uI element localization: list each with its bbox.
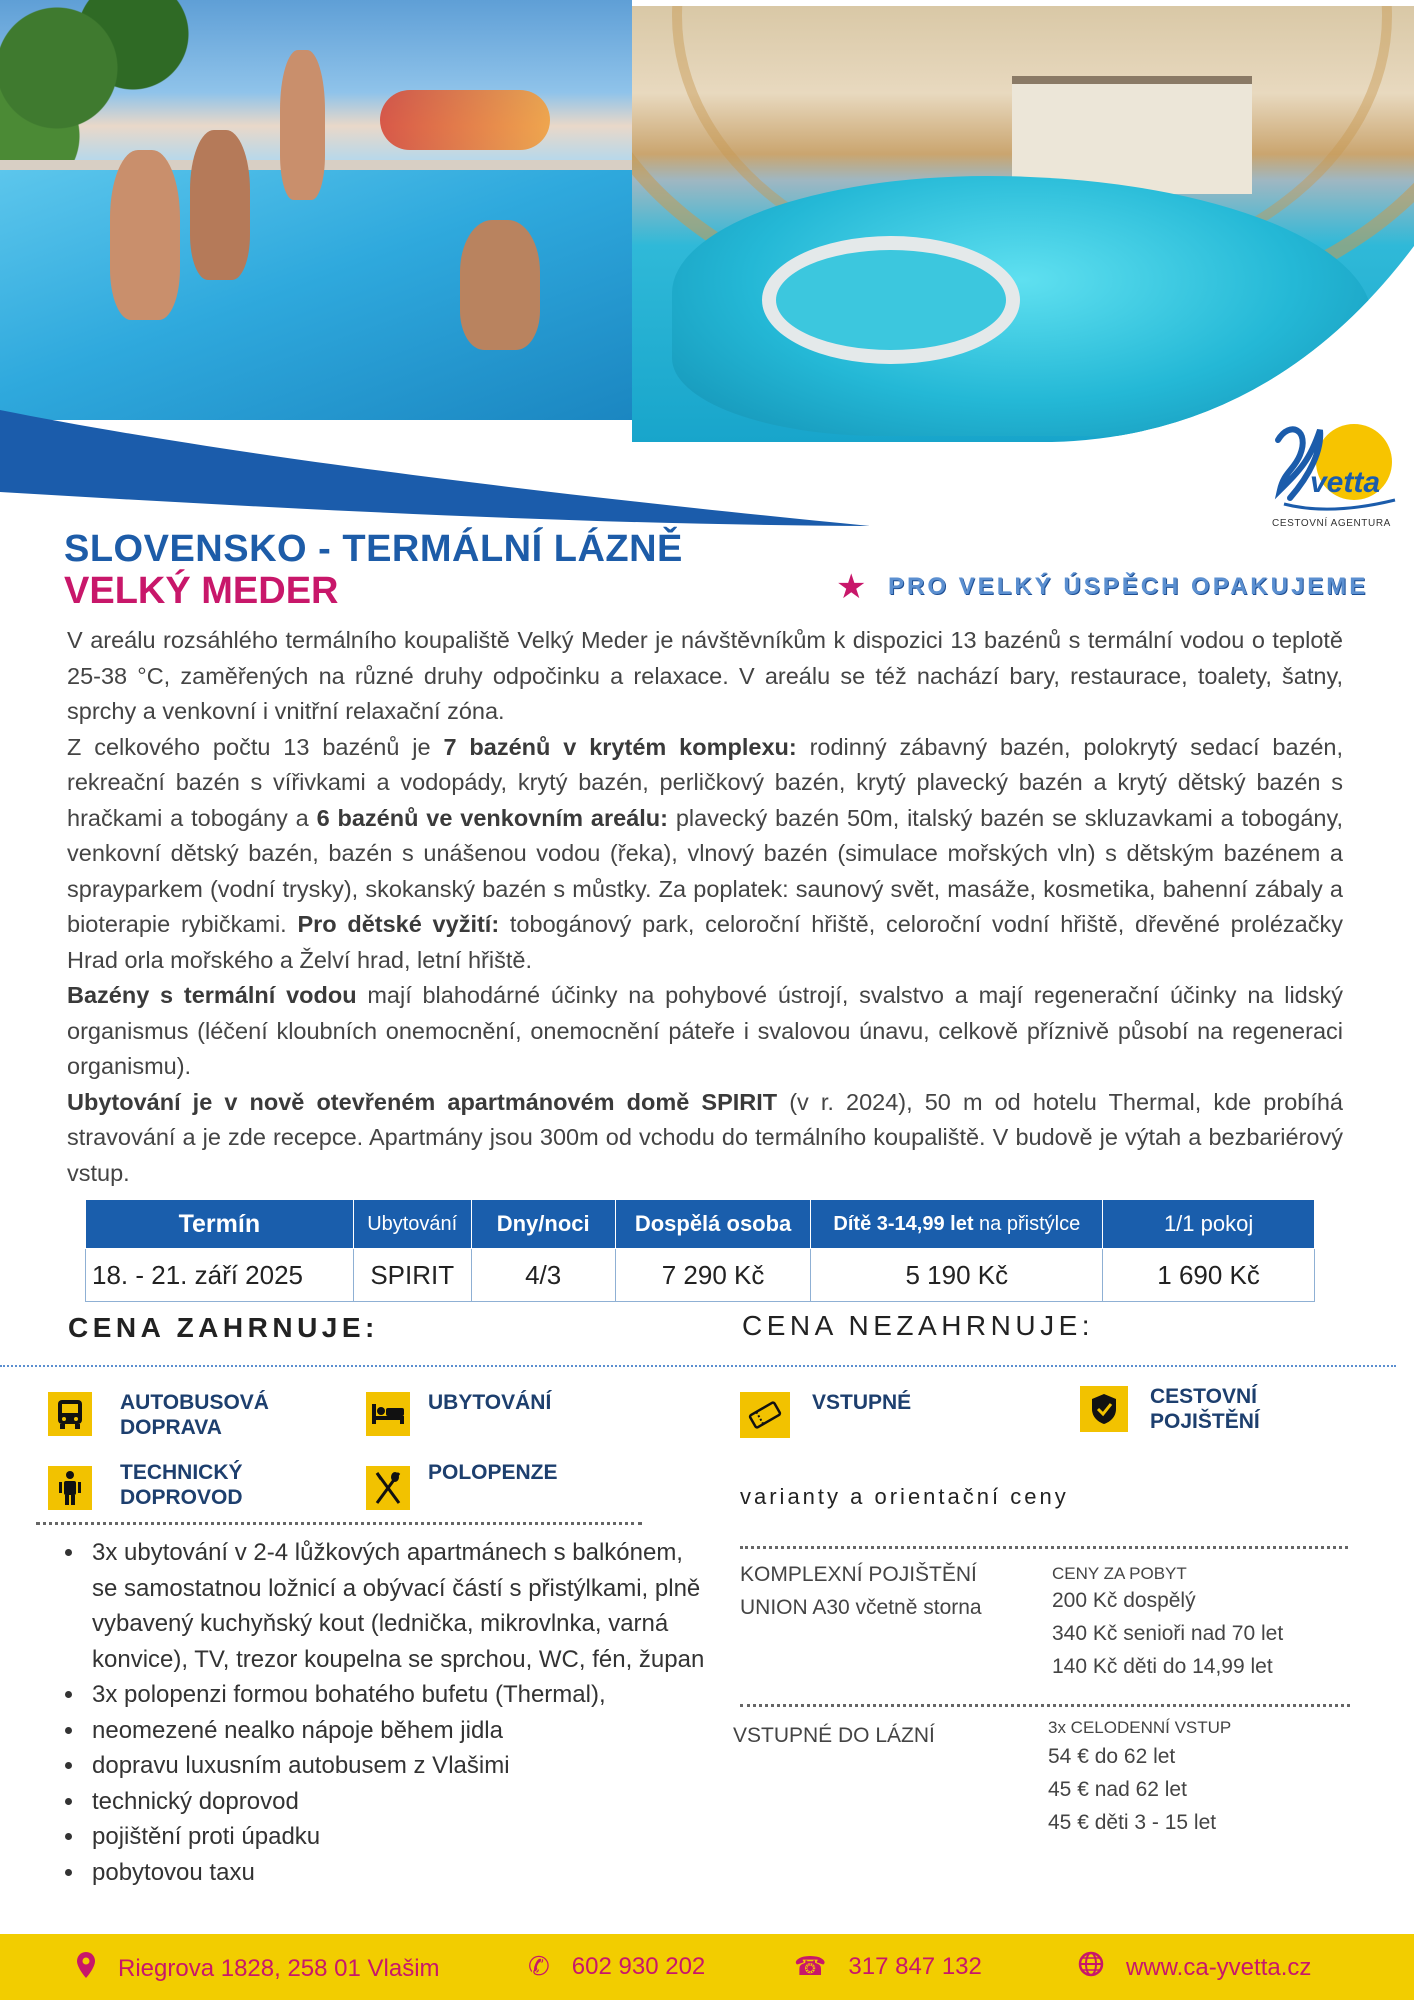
includes-heading: CENA ZAHRNUJE:: [68, 1312, 379, 1343]
water-slide: [380, 90, 550, 150]
col-accommodation: Ubytování: [353, 1200, 471, 1249]
ticket-icon: [740, 1392, 790, 1438]
insurance-prices-title: CENY ZA POBYT: [1052, 1564, 1187, 1583]
table-row: [86, 1249, 1315, 1302]
cell-adult: 7 290 Kč: [615, 1249, 811, 1302]
repeat-badge: [836, 570, 1368, 604]
divider: [740, 1704, 1350, 1707]
guide-icon: [48, 1466, 92, 1510]
bus-icon: [48, 1392, 92, 1436]
list-item: 45 € děti 3 - 15 let: [1048, 1811, 1217, 1834]
pools-paragraph: Z celkového počtu 13 bazénů je 7 bazénů v krytém komplexu: rodinný zábavný bazén, polokrytý sedací bazén, rekreační bazén s vířivkami a vodopády, krytý bazén, perličkový bazén, krytý plavecký bazén a krytý dětský bazén s hračkami a tobogány a 6 bazénů ve venkovním areálu: plavecký bazén 50m, italský bazén se skluzavkami a tobogány, venkovní dětský bazén, bazén s unášenou vodou (řeka), vlnový bazén (simulace mořských vln) s dětským bazénem a sprayparkem (vodní trysky), skokanský bazén s můstky. Za poplatek: saunový svět, masáže, kosmetika, bahenní zábaly a bioterapie rybičkami. Pro dětské vyžití: tobogánový park, celoroční hřiště, celoroční vodní hřiště, dřevěné prolézačky Hrad orla mořského a Želví hrad, letní hřiště.: [67, 733, 1344, 973]
logo-subtitle: CESTOVNÍ AGENTURA: [1272, 518, 1391, 529]
excludes-heading: CENA NEZAHRNUJE:: [742, 1310, 1095, 1341]
price-table: [85, 1199, 1315, 1302]
phone-call-icon: ✆: [528, 1951, 550, 1981]
trees: [0, 0, 190, 170]
list-item: • pobytovou taxu: [86, 1855, 706, 1891]
variants-heading: varianty a orientační ceny: [740, 1484, 1069, 1509]
includes-list: [52, 1535, 706, 1890]
list-item: 200 Kč dospělý: [1052, 1589, 1196, 1612]
list-item: 45 € nad 62 let: [1048, 1778, 1187, 1801]
blue-swoosh: [0, 380, 900, 540]
footer-web-link[interactable]: www.ca-yvetta.cz: [1126, 1953, 1312, 1981]
footer-address-text: Riegrova 1828, 258 01 Vlašim: [118, 1954, 440, 1982]
table-header-row: [86, 1200, 1315, 1249]
page-title: SLOVENSKO - TERMÁLNÍ LÁZNĚ: [64, 528, 683, 570]
list-item: • technický doprovod: [86, 1784, 706, 1820]
list-item: 340 Kč senioři nad 70 let: [1052, 1622, 1284, 1645]
cell-days: 4/3: [471, 1249, 615, 1302]
include-label-bus: AUTOBUSOVÁ DOPRAVA: [120, 1391, 269, 1439]
description: [67, 623, 1343, 1191]
divider: [36, 1522, 642, 1525]
shield-icon: [1080, 1386, 1128, 1432]
col-term: Termín: [86, 1200, 354, 1249]
include-label-halfboard: POLOPENZE: [428, 1461, 558, 1484]
cutlery-icon: [366, 1466, 410, 1510]
photo-indoor-pool: [632, 6, 1414, 442]
include-label-accommodation: UBYTOVÁNÍ: [428, 1391, 552, 1414]
entry-prices-title: 3x CELODENNÍ VSTUP: [1048, 1718, 1232, 1737]
cell-child: 5 190 Kč: [811, 1249, 1103, 1302]
list-item: 54 € do 62 let: [1048, 1745, 1176, 1768]
person: [460, 220, 540, 350]
pool-ring: [762, 236, 1020, 364]
person: [110, 150, 180, 320]
person: [190, 130, 250, 280]
cell-single: 1 690 Kč: [1103, 1249, 1315, 1302]
logo-name: vetta: [1310, 466, 1381, 499]
entry-name: VSTUPNÉ DO LÁZNÍ: [733, 1724, 935, 1747]
footer-mobile[interactable]: [528, 1951, 705, 1982]
accommodation-paragraph: Ubytování je v nově otevřeném apartmánovém domě SPIRIT (v r. 2024), 50 m od hotelu Thermal, kde probíhá stravování a je zde recepce. Apartmány jsou 300m od vchodu do termálního koupaliště. V budově je výtah a bezbariérový vstup.: [67, 1088, 1343, 1186]
thermal-paragraph: Bazény s termální vodou mají blahodárné účinky na pohybové ústrojí, svalstvo a mají regenerační účinky na lidský organismus (léčení kloubních onemocnění, onemocnění páteře i svalovou únavu, celkově příznivě působí na regeneraci organismu).: [67, 982, 1343, 1079]
person: [280, 50, 325, 200]
footer-address: [76, 1951, 440, 1986]
cell-accommodation: SPIRIT: [353, 1249, 471, 1302]
footer-phone[interactable]: [794, 1951, 982, 1982]
cell-term: 18. - 21. září 2025: [86, 1249, 354, 1302]
divider: [0, 1365, 1396, 1367]
exclude-label-entry: VSTUPNÉ: [812, 1391, 912, 1414]
vetta-logo: [1270, 420, 1400, 530]
telephone-icon: ☎: [794, 1951, 827, 1981]
footer-phone-text[interactable]: 317 847 132: [848, 1952, 982, 1980]
list-item: • 3x polopenzi formou bohatého bufetu (Thermal),: [86, 1677, 706, 1713]
col-single: 1/1 pokoj: [1103, 1200, 1315, 1249]
exclude-label-insurance: CESTOVNÍ POJIŠTĚNÍ: [1150, 1385, 1260, 1433]
intro-paragraph: V areálu rozsáhlého termálního koupaliště Velký Meder je návštěvníkům k dispozici 13 bazénů s termální vodou o teplotě 25-38 °C, zaměřených na různé druhy odpočinku a relaxace. V areálu se též nachází bary, restaurace, toalety, šatny, sprchy a venkovní i vnitřní relaxační zóna.: [67, 627, 1343, 724]
col-child: Dítě 3-14,99 let na přistýlce: [811, 1200, 1103, 1249]
insurance-name: KOMPLEXNÍ POJIŠTĚNÍ UNION A30 včetně storna: [740, 1563, 982, 1619]
repeat-badge-text: PRO VELKÝ ÚSPĚCH OPAKUJEME: [888, 573, 1369, 600]
col-adult: Dospělá osoba: [615, 1200, 811, 1249]
globe-icon: [1078, 1951, 1104, 1984]
include-label-guide: TECHNICKÝ DOPROVOD: [120, 1461, 243, 1509]
footer-web[interactable]: [1078, 1951, 1311, 1984]
divider: [740, 1546, 1348, 1549]
star-icon: ★: [836, 568, 867, 606]
photo-outdoor-pool: [0, 0, 632, 420]
insurance-prices: [1052, 1584, 1283, 1683]
entry-prices: [1048, 1740, 1216, 1839]
list-item: • neomezené nealko nápoje během jidla: [86, 1713, 706, 1749]
list-item: • 3x ubytování v 2-4 lůžkových apartmánech s balkónem, se samostatnou ložnicí a obývací částí s přistýlkami, plně vybavený kuchyňský kout (lednička, mikrovlnka, varná konvice), TV, trezor koupelna se sprchou, WC, fén, župan: [86, 1535, 706, 1677]
page-subtitle: VELKÝ MEDER: [64, 570, 339, 612]
list-item: • pojištění proti úpadku: [86, 1819, 706, 1855]
bed-icon: [366, 1392, 410, 1436]
list-item: 140 Kč děti do 14,99 let: [1052, 1655, 1273, 1678]
col-days: Dny/noci: [471, 1200, 615, 1249]
castle-facade: [1012, 76, 1252, 194]
list-item: • dopravu luxusním autobusem z Vlašimi: [86, 1748, 706, 1784]
footer-mobile-text[interactable]: 602 930 202: [571, 1952, 706, 1980]
location-pin-icon: [76, 1951, 96, 1986]
